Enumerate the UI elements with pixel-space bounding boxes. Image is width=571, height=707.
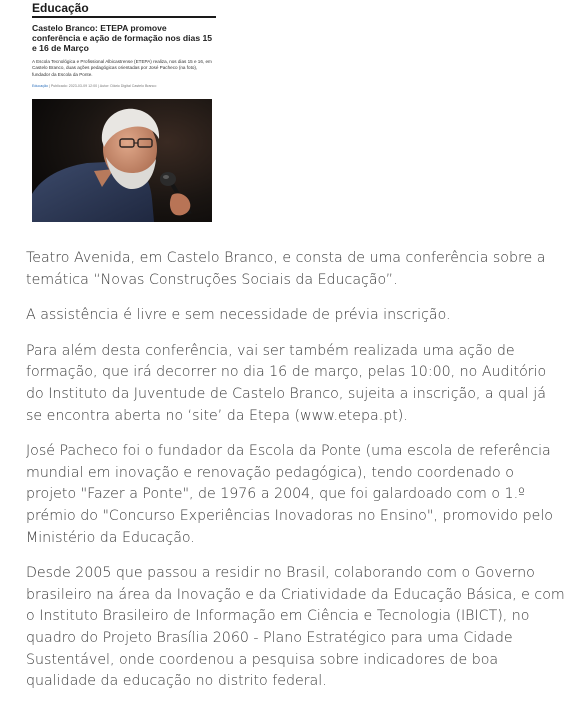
- clipping-title: Castelo Branco: ETEPA promove conferência e ação de formação nos dias 15 e 16 de Março: [32, 23, 213, 53]
- article-body: [26, 248, 566, 707]
- clipping-category-link[interactable]: Educação: [32, 84, 48, 89]
- news-clipping: [32, 0, 216, 222]
- clipping-meta: [32, 84, 216, 89]
- clipping-meta-details: | Publicado: 2023-03-09 12:00 | Autor: Diário Digital Castelo Branco: [47, 84, 157, 89]
- section-header: Educação: [32, 0, 216, 18]
- man-with-microphone-photo: [32, 99, 212, 222]
- article-paragraph: Desde 2005 que passou a residir no Brasil, colaborando com o Governo brasileiro na área da Inovação e da Criatividade da Educação Básica, e com o Instituto Brasileiro de Informação em Ciência e Tecnologia (IBICT), no quadro do Projeto Brasília 2060 - Plano Estratégico para uma Cidade Sustentável, onde coordenou a pesquisa sobre indicadores de boa qualidade da educação no distrito federal.: [26, 565, 565, 690]
- clipping-lead: A Escola Tecnológica e Profissional Albicastrense (ETEPA) realiza, nos dias 15 e 16, em Castelo Branco, duas ações pedagógicas orientadas por José Pacheco (na foto), fundador da Escola da Ponte.: [32, 59, 212, 77]
- article-paragraph: A assistência é livre e sem necessidade de prévia inscrição.: [26, 307, 451, 324]
- article-paragraph: Teatro Avenida, em Castelo Branco, e consta de uma conferência sobre a temática “Novas Construções Sociais da Educação”.: [26, 250, 546, 288]
- article-paragraph: Para além desta conferência, vai ser também realizada uma ação de formação, que irá decorrer no dia 16 de março, pelas 10:00, no Auditório do Instituto da Juventude de Castelo Branco, sujeita a inscrição, a qual já se encontra aberta no ‘site’ da Etepa (www.etepa.pt).: [26, 342, 547, 424]
- article-paragraph: José Pacheco foi o fundador da Escola da Ponte (uma escola de referência mundial em inovação e renovação pedagógica), tendo coordenado o projeto "Fazer a Ponte", de 1976 a 2004, que foi galardoado com o 1.º prémio do "Concurso Experiências Inovadoras no Ensino", promovido pelo Ministério da Educação.: [26, 443, 553, 546]
